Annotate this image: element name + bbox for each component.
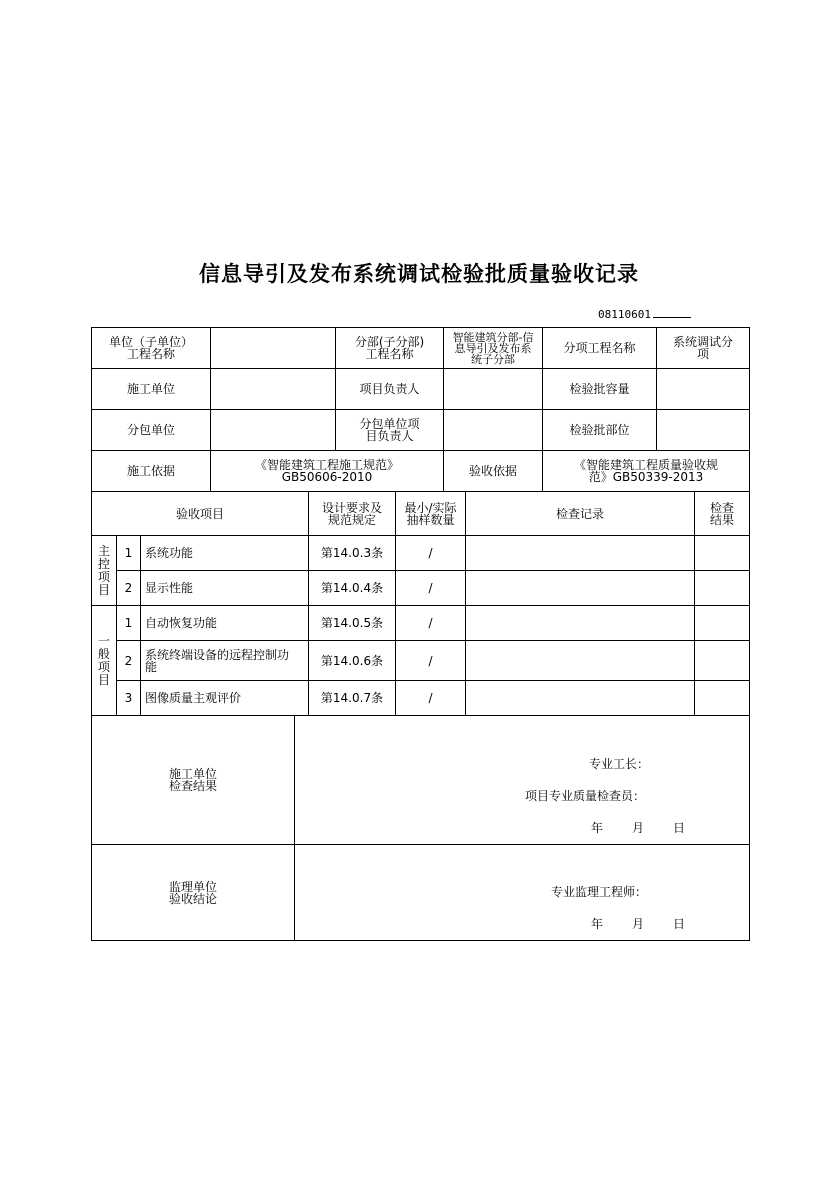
supervision-area[interactable]: [295, 845, 750, 941]
sub-unit-value[interactable]: [211, 410, 336, 451]
item-name: 系统功能: [141, 536, 309, 571]
division-name-label: 分部(子分部)工程名称: [336, 328, 444, 369]
item-result[interactable]: [695, 681, 750, 716]
subitem-name-value[interactable]: 系统调试分项: [657, 328, 750, 369]
item-sample[interactable]: /: [396, 571, 466, 606]
sub-unit-label: 分包单位: [92, 410, 211, 451]
project-leader-value[interactable]: [444, 369, 543, 410]
item-result[interactable]: [695, 571, 750, 606]
item-no: 1: [117, 536, 141, 571]
item-name: 系统终端设备的远程控制功能: [141, 641, 309, 681]
table-row: [92, 681, 750, 716]
subitem-name-label: 分项工程名称: [543, 328, 657, 369]
item-sample[interactable]: /: [396, 536, 466, 571]
main-group-label: 主控项目: [97, 543, 110, 597]
supervision-engineer-label: 专业监理工程师：: [551, 885, 648, 899]
batch-location-label: 检验批部位: [543, 410, 657, 451]
construction-check-area[interactable]: [295, 716, 750, 845]
item-result[interactable]: [695, 536, 750, 571]
column-sample: 最小/实际抽样数量: [396, 492, 466, 536]
batch-capacity-label: 检验批容量: [543, 369, 657, 410]
item-record[interactable]: [466, 641, 695, 681]
table-row: [92, 641, 750, 681]
item-clause: 第14.0.6条: [309, 641, 396, 681]
table-row: [92, 571, 750, 606]
table-row: [92, 536, 750, 571]
signature-table: [91, 715, 750, 941]
accept-basis-value[interactable]: 《智能建筑工程质量验收规范》GB50339-2013: [543, 451, 750, 492]
batch-capacity-value[interactable]: [657, 369, 750, 410]
sub-leader-value[interactable]: [444, 410, 543, 451]
item-clause: 第14.0.4条: [309, 571, 396, 606]
column-design: 设计要求及规范规定: [309, 492, 396, 536]
basis-value[interactable]: 《智能建筑工程施工规范》GB50606-2010: [211, 451, 444, 492]
item-name: 自动恢复功能: [141, 606, 309, 641]
accept-basis-label: 验收依据: [444, 451, 543, 492]
unit-name-label: 单位（子单位）工程名称: [92, 328, 211, 369]
item-name: 显示性能: [141, 571, 309, 606]
column-result: 检查结果: [695, 492, 750, 536]
batch-location-value[interactable]: [657, 410, 750, 451]
item-result[interactable]: [695, 606, 750, 641]
item-record[interactable]: [466, 536, 695, 571]
basis-label: 施工依据: [92, 451, 211, 492]
item-no: 2: [117, 571, 141, 606]
general-group-cell: [92, 606, 117, 716]
construction-check-label: 施工单位检查结果: [92, 716, 295, 845]
document-title: 信息导引及发布系统调试检验批质量验收记录: [199, 262, 639, 286]
item-clause: 第14.0.5条: [309, 606, 396, 641]
project-leader-label: 项目负责人: [336, 369, 444, 410]
header-table: [91, 327, 750, 492]
column-record: 检查记录: [466, 492, 695, 536]
date-day: 日: [673, 821, 686, 835]
item-name: 图像质量主观评价: [141, 681, 309, 716]
items-table: [91, 491, 750, 716]
item-clause: 第14.0.3条: [309, 536, 396, 571]
general-group-label: 一般项目: [97, 633, 110, 687]
form-code: [598, 306, 691, 321]
construction-unit-label: 施工单位: [92, 369, 211, 410]
sub-leader-label: 分包单位项目负责人: [336, 410, 444, 451]
item-no: 3: [117, 681, 141, 716]
main-group-cell: [92, 536, 117, 606]
item-sample[interactable]: /: [396, 606, 466, 641]
supervision-label: 监理单位验收结论: [92, 845, 295, 941]
item-record[interactable]: [466, 681, 695, 716]
form-code-number: 08110601: [598, 308, 651, 321]
table-row: [92, 606, 750, 641]
date-day: 日: [673, 917, 686, 931]
construction-unit-value[interactable]: [211, 369, 336, 410]
item-record[interactable]: [466, 606, 695, 641]
column-item: 验收项目: [92, 492, 309, 536]
date-year: 年: [591, 917, 604, 931]
item-no: 1: [117, 606, 141, 641]
form-code-underline: [653, 306, 691, 318]
quality-inspector-label: 项目专业质量检查员：: [525, 789, 646, 803]
division-name-value[interactable]: 智能建筑分部-信息导引及发布系统子分部: [444, 328, 543, 369]
item-record[interactable]: [466, 571, 695, 606]
foreman-label: 专业工长：: [589, 757, 650, 771]
item-clause: 第14.0.7条: [309, 681, 396, 716]
item-sample[interactable]: /: [396, 641, 466, 681]
item-sample[interactable]: /: [396, 681, 466, 716]
date-month: 月: [632, 821, 645, 835]
unit-name-value[interactable]: [211, 328, 336, 369]
item-result[interactable]: [695, 641, 750, 681]
item-no: 2: [117, 641, 141, 681]
date-year: 年: [591, 821, 604, 835]
date-month: 月: [632, 917, 645, 931]
